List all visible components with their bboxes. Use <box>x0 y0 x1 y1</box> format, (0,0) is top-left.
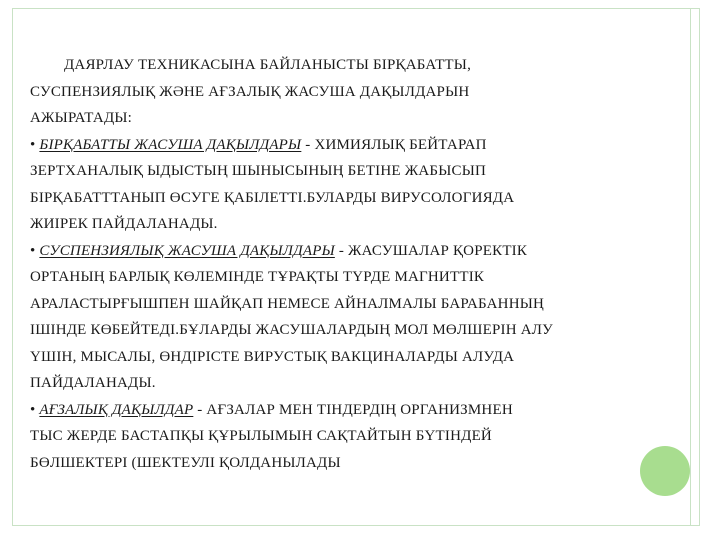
item-text-line: ІШІНДЕ КӨБЕЙТЕДІ.БҰЛАРДЫ ЖАСУШАЛАРДЫҢ МОЛ МӨЛШЕРІН АЛУ <box>30 322 553 338</box>
item-text-line: ҮШІН, МЫСАЛЫ, ӨНДІРІСТЕ ВИРУСТЫҚ ВАКЦИНАЛАРДЫ АЛУДА <box>30 348 515 365</box>
item-text-line: ЖИІРЕК ПАЙДАЛАНАДЫ. <box>30 216 218 232</box>
intro-line-2: СУСПЕНЗИЯЛЫҚ ЖӘНЕ АҒЗАЛЫҚ ЖАСУША ДАҚЫЛДАРЫН <box>30 83 470 100</box>
item-monolayer-first-line <box>30 132 680 159</box>
item-organ <box>30 397 680 477</box>
item-text-line: - ЖАСУШАЛАР ҚОРЕКТІК <box>338 242 528 259</box>
term-suspension-cultures: СУСПЕНЗИЯЛЫҚ ЖАСУША ДАҚЫЛДАРЫ <box>39 242 335 259</box>
intro-line-1: ДАЯРЛАУ ТЕХНИКАСЫНА БАЙЛАНЫСТЫ БІРҚАБАТТЫ, <box>64 57 472 73</box>
item-text-line: ТЫС ЖЕРДЕ БАСТАПҚЫ ҚҰРЫЛЫМЫН САҚТАЙТЫН БҮТІНДЕЙ <box>30 428 492 444</box>
intro-paragraph <box>30 52 680 132</box>
intro-line-3: АЖЫРАТАДЫ: <box>30 110 133 126</box>
bullet: • <box>30 401 36 418</box>
item-text-line: ПАЙДАЛАНАДЫ. <box>30 375 156 391</box>
right-border-rule <box>690 8 691 526</box>
item-text-line: АРАЛАСТЫРҒЫШПЕН ШАЙҚАП НЕМЕСЕ АЙНАЛМАЛЫ БАРАБАННЫҢ <box>30 295 545 312</box>
item-text-line: - АҒЗАЛАР МЕН ТІНДЕРДІҢ ОРГАНИЗМНЕН <box>197 401 513 418</box>
item-text-line: БӨЛШЕКТЕРІ (ШЕКТЕУЛІ ҚОЛДАНЫЛАДЫ <box>30 454 341 471</box>
item-text-line: ЗЕРТХАНАЛЫҚ ЫДЫСТЫҢ ШЫНЫСЫНЫҢ БЕТІНЕ ЖАБЫСЫП <box>30 163 487 179</box>
item-text-line: ОРТАНЫҢ БАРЛЫҚ КӨЛЕМІНДЕ ТҰРАҚТЫ ТҮРДЕ МАГНИТТІК <box>30 269 485 285</box>
term-organ-cultures: АҒЗАЛЫҚ ДАҚЫЛДАР <box>39 401 194 418</box>
item-suspension-first-line <box>30 238 680 265</box>
item-text-line: - ХИМИЯЛЫҚ БЕЙТАРАП <box>305 136 487 153</box>
slide-body <box>30 52 680 476</box>
bullet: • <box>30 136 36 153</box>
item-monolayer <box>30 132 680 238</box>
bullet: • <box>30 242 36 259</box>
item-text-line: БІРҚАБАТТТАНЫП ӨСУГЕ ҚАБІЛЕТТІ.БУЛАРДЫ ВИРУСОЛОГИЯДА <box>30 189 515 206</box>
item-organ-first-line <box>30 397 680 424</box>
term-monolayer-cultures: БІРҚАБАТТЫ ЖАСУША ДАҚЫЛДАРЫ <box>39 136 302 153</box>
item-suspension <box>30 238 680 397</box>
